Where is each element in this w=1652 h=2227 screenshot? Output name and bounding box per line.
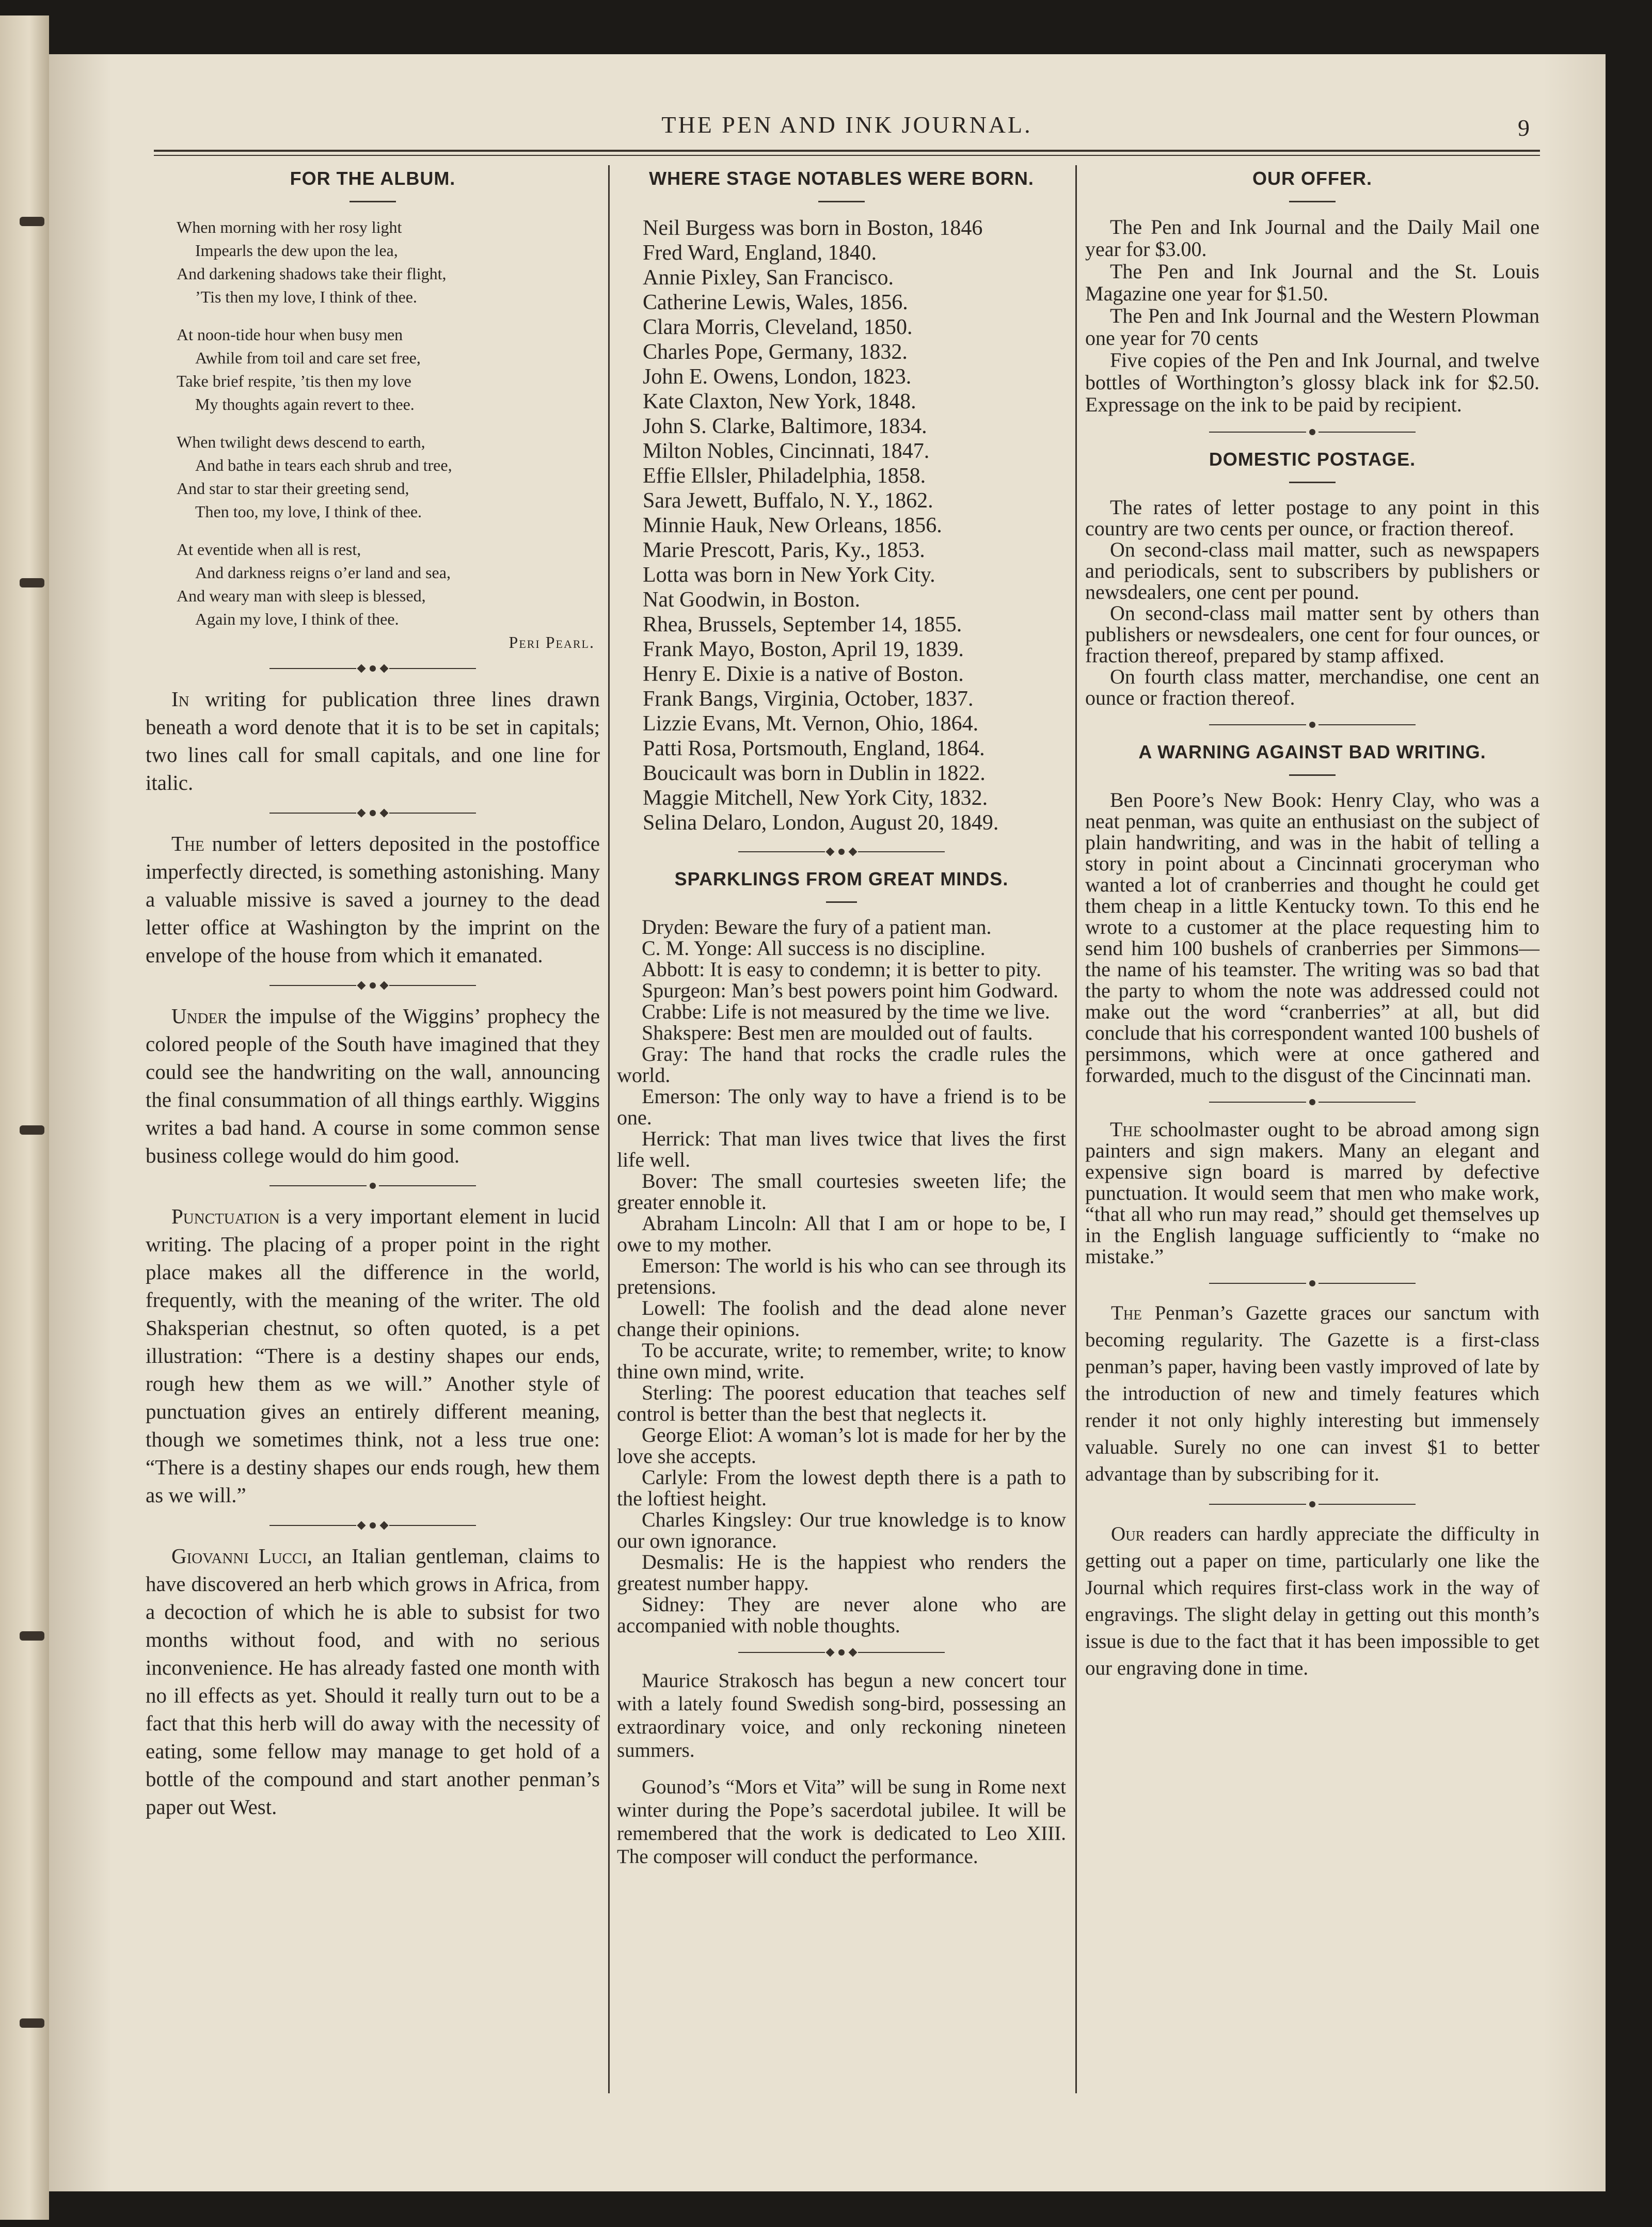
- binding-mark: [20, 578, 44, 587]
- born-list-item: John S. Clarke, Baltimore, 1834.: [643, 415, 927, 438]
- born-list-item: Selina Delaro, London, August 20, 1849.: [643, 811, 999, 835]
- born-list-item: Frank Mayo, Boston, April 19, 1839.: [643, 638, 964, 661]
- ornament-divider: [269, 1183, 476, 1189]
- column-2: [617, 168, 1066, 1868]
- quote-item: Sterling: The poorest education that teaches self control is better than the best that neglects it.: [617, 1381, 1066, 1425]
- header-rule-thin: [154, 155, 1540, 156]
- quote-item: Desmalis: He is the happiest who renders the greatest number happy.: [617, 1550, 1066, 1595]
- gazette-paragraph: The Penman’s Gazette graces our sanctum with becoming regularity. The Gazette is a first-class penman’s paper, having been vastly improved of late by the introduction of new and timely features which render it not only highly interesting but immensely valuable. Surely no one can invest $1 to better advantage than by subscribing for it.: [1085, 1302, 1540, 1485]
- poem-stanza: [177, 538, 600, 631]
- lead-word: Under: [171, 1004, 228, 1028]
- poem-line: When twilight dews descend to earth,: [177, 433, 425, 451]
- born-list-item: Annie Pixley, San Francisco.: [643, 266, 894, 290]
- column-rule: [1075, 165, 1077, 2093]
- column-3: [1085, 168, 1539, 1682]
- born-list-item: Rhea, Brussels, September 14, 1855.: [643, 613, 962, 637]
- quote-item: Gray: The hand that rocks the cradle rules the world.: [617, 1042, 1066, 1087]
- quote-item: Shakspere: Best men are moulded out of faults.: [642, 1021, 1033, 1044]
- ornament-divider: [1209, 1099, 1416, 1105]
- quote-item: Emerson: The world is his who can see through its pretensions.: [617, 1254, 1066, 1298]
- paragraph-postoffice: The number of letters deposited in the postoffice imperfectly directed, is something astonishing. Many a valuable missive is saved a journey to the dead letter office at Washington by the imprint on the envelope of the house from which it emanated.: [146, 832, 600, 967]
- lead-word: Punctuation: [171, 1204, 280, 1228]
- poem-line: And darkening shadows take their flight,: [177, 264, 447, 283]
- quotes-list: [617, 916, 1066, 1636]
- heading-rule: [1289, 774, 1336, 776]
- page-number: 9: [1518, 115, 1530, 141]
- poem-line: And weary man with sleep is blessed,: [177, 586, 426, 605]
- poem-line: ’Tis then my love, I think of thee.: [195, 288, 417, 306]
- lead-word: Giovanni Lucci,: [171, 1544, 313, 1568]
- journal-title: THE PEN AND INK JOURNAL.: [661, 112, 1032, 138]
- paragraph-punctuation: Punctuation is a very important element in lucid writing. The placing of a proper point in the right place makes all the difference in the world, frequently, with the meaning of the writer. The old Shaksperian chestnut, so often quoted, is a pet illustration: “There is a destiny shapes our ends, rough hew them as we will.” Another style of punctuation gives an entirely different meaning, though we sometimes think, not a less true one: “There is a destiny shapes our ends rough, hew them as we will.”: [146, 1204, 600, 1507]
- poem-line: And darkness reigns o’er land and sea,: [195, 563, 451, 582]
- lead-word: The: [1111, 1302, 1142, 1324]
- postage-paragraph: The rates of letter postage to any point in this country are two cents per ounce, or fraction thereof.: [1085, 496, 1539, 540]
- ornament-divider: [269, 1522, 476, 1529]
- facing-page-edge: [0, 15, 49, 2220]
- quote-item: To be accurate, write; to remember, write; to know thine own mind, write.: [617, 1339, 1066, 1383]
- born-list-item: Maggie Mitchell, New York City, 1832.: [643, 786, 988, 810]
- born-list-item: Minnie Hauk, New Orleans, 1856.: [643, 514, 942, 537]
- quote-item: Sidney: They are never alone who are accompanied with noble thoughts.: [617, 1593, 1066, 1637]
- lead-word: The: [171, 832, 204, 855]
- ornament-divider: [1209, 1280, 1416, 1286]
- born-list-item: Milton Nobles, Cincinnati, 1847.: [643, 439, 930, 463]
- born-list-item: Boucicault was born in Dublin in 1822.: [643, 761, 986, 785]
- poem-line: Take brief respite, ’tis then my love: [177, 372, 411, 390]
- born-list-item: Catherine Lewis, Wales, 1856.: [643, 291, 908, 314]
- quote-item: Bover: The small courtesies sweeten life; the greater ennoble it.: [617, 1169, 1066, 1214]
- paragraph-lucci: Giovanni Lucci, an Italian gentleman, claims to have discovered an herb which grows in Africa, from a decoction of which he is able to subsist for two months without food, and with no serious inconvenience. He has already fasted one month with no ill effects as yet. Should it really turn out to be a fact that this herb will do away with the necessity of eating, some fellow may manage to get hold of a bottle of the compound and start another penman’s paper out West.: [146, 1544, 600, 1819]
- quote-item: Herrick: That man lives twice that lives the first life well.: [617, 1127, 1066, 1171]
- poem-line: My thoughts again revert to thee.: [195, 395, 415, 413]
- header-rule: [154, 150, 1540, 152]
- poem-line: Impearls the dew upon the lea,: [195, 241, 398, 260]
- quote-item: Spurgeon: Man’s best powers point him Godward.: [642, 979, 1058, 1002]
- poem-line: Again my love, I think of thee.: [195, 610, 399, 628]
- ornament-divider: [1209, 429, 1416, 435]
- heading-rule: [1289, 482, 1336, 483]
- lead-word: In: [171, 687, 189, 711]
- ornament-divider: [1209, 722, 1416, 728]
- poem-line: Then too, my love, I think of thee.: [195, 502, 422, 521]
- binding-mark: [20, 1631, 44, 1641]
- postage-heading: DOMESTIC POSTAGE.: [1209, 449, 1416, 470]
- postage-paragraph: On second-class mail matter, such as newspapers and periodicals, sent to subscribers by publishers or newsdealers, one cent per pound.: [1085, 538, 1539, 603]
- born-list-item: Nat Goodwin, in Boston.: [643, 588, 861, 612]
- born-list: [617, 216, 1066, 835]
- binding-mark: [20, 2018, 44, 2028]
- ornament-divider: [269, 810, 476, 816]
- born-list-item: Clara Morris, Cleveland, 1850.: [643, 315, 913, 339]
- ornament-divider: [269, 665, 476, 672]
- poem-stanza: [177, 431, 600, 523]
- offer-heading: OUR OFFER.: [1252, 168, 1372, 189]
- schoolmaster-paragraph: The schoolmaster ought to be abroad among sign painters and sign makers. Many an elegant and expensive sign board is marred by defective punctuation. It would seem that men who make work, “that all who run may read,” should get themselves up in the English language sufficiently to “make no mistake.”: [1085, 1118, 1539, 1268]
- column-rule: [608, 165, 610, 2093]
- offer-item: The Pen and Ink Journal and the Western Plowman one year for 70 cents: [1085, 304, 1539, 349]
- poem-line: And bathe in tears each shrub and tree,: [195, 456, 452, 474]
- album-heading: FOR THE ALBUM.: [290, 168, 456, 189]
- born-list-item: Sara Jewett, Buffalo, N. Y., 1862.: [643, 489, 933, 513]
- lead-word: Our: [1111, 1523, 1145, 1545]
- poem-line: At noon-tide hour when busy men: [177, 325, 403, 344]
- page-header: [154, 111, 1540, 147]
- readers-paragraph: Our readers can hardly appreciate the difficulty in getting out a paper on time, particularly one like the Journal which requires first-class work in the way of engravings. The slight delay in getting out this month’s issue is due to the fact that it has been impossible to get our engraving done in time.: [1085, 1523, 1539, 1679]
- born-list-item: Patti Rosa, Portsmouth, England, 1864.: [643, 737, 985, 760]
- ornament-divider: [738, 849, 945, 855]
- born-heading: WHERE STAGE NOTABLES WERE BORN.: [649, 168, 1034, 189]
- heading-rule: [826, 901, 857, 903]
- poem-line: At eventide when all is rest,: [177, 540, 361, 559]
- quote-item: Emerson: The only way to have a friend is to be one.: [617, 1085, 1066, 1129]
- quote-item: Crabbe: Life is not measured by the time we live.: [642, 1000, 1050, 1023]
- offer-item: The Pen and Ink Journal and the St. Louis Magazine one year for $1.50.: [1085, 260, 1539, 305]
- offer-item: Five copies of the Pen and Ink Journal, and twelve bottles of Worthington’s glossy black ink for $2.50. Expressage on the ink to be paid by recipient.: [1085, 348, 1539, 416]
- quote-item: Dryden: Beware the fury of a patient man.: [642, 915, 992, 938]
- offer-item: The Pen and Ink Journal and the Daily Mail one year for $3.00.: [1085, 215, 1539, 261]
- paragraph-wiggins: Under the impulse of the Wiggins’ prophecy the colored people of the South have imagined that they could see the handwriting on the wall, announcing the final consummation of all things earthly. Wiggins writes a bad hand. A course in some common sense business college would do him good.: [146, 1004, 600, 1167]
- lead-word: The: [1110, 1118, 1142, 1141]
- warning-paragraph: Ben Poore’s New Book: Henry Clay, who was a neat penman, was quite an enthusiast on the subject of plain handwriting, and was in the habit of telling a story in point about a Cincinnati groceryman who wanted a lot of cranberries and thought he could get them cheap in a little Kentucky town. To this end he wrote to a customer at the place requesting him to send him 100 bushels of cranberries per Simmons—the name of his teamster. The writing was so bad that the party to whom the note was addressed could not make out the word “cranberries” at all, but did conclude that his correspondent wanted 100 bushels of persimmons, which were at once gathered and forwarded, much to the disgust of the Cincinnati man.: [1085, 788, 1539, 1087]
- paragraph-strakosch: Maurice Strakosch has begun a new concert tour with a lately found Swedish song-bird, possessing an extraordinary voice, and only reckoning nineteen summers.: [617, 1669, 1066, 1761]
- born-list-item: Neil Burgess was born in Boston, 1846: [643, 216, 983, 240]
- quote-item: Lowell: The foolish and the dead alone never change their opinions.: [617, 1296, 1066, 1341]
- paragraph-publication: In writing for publication three lines drawn beneath a word denote that it is to be set in capitals; two lines call for small capitals, and one line for italic.: [146, 687, 600, 794]
- ornament-divider: [269, 982, 476, 989]
- quote-item: Abraham Lincoln: All that I am or hope to be, I owe to my mother.: [617, 1212, 1066, 1256]
- born-list-item: Kate Claxton, New York, 1848.: [643, 390, 916, 413]
- quote-item: Abbott: It is easy to condemn; it is better to pity.: [642, 958, 1041, 981]
- binding-mark: [20, 1125, 44, 1135]
- heading-rule: [1289, 201, 1336, 202]
- heading-rule: [350, 201, 396, 202]
- paragraph-gounod: Gounod’s “Mors et Vita” will be sung in Rome next winter during the Pope’s sacerdotal jubilee. It will be remembered that the work is dedicated to Leo XIII. The composer will conduct the performance.: [617, 1776, 1066, 1868]
- born-list-item: Fred Ward, England, 1840.: [643, 241, 877, 265]
- poem-stanza: [177, 216, 600, 309]
- ornament-divider: [1209, 1501, 1416, 1507]
- quote-item: Carlyle: From the lowest depth there is a path to the loftiest height.: [617, 1466, 1066, 1510]
- born-list-item: Lotta was born in New York City.: [643, 563, 935, 587]
- born-list-item: Effie Ellsler, Philadelphia, 1858.: [643, 464, 926, 488]
- sparklings-heading: SPARKLINGS FROM GREAT MINDS.: [674, 868, 1009, 889]
- ornament-divider: [738, 1649, 945, 1656]
- born-list-item: Lizzie Evans, Mt. Vernon, Ohio, 1864.: [643, 712, 979, 736]
- born-list-item: Marie Prescott, Paris, Ky., 1853.: [643, 538, 925, 562]
- heading-rule: [818, 201, 865, 202]
- poem-line: When morning with her rosy light: [177, 218, 402, 236]
- quote-item: George Eliot: A woman’s lot is made for her by the love she accepts.: [617, 1423, 1066, 1468]
- born-list-item: Henry E. Dixie is a native of Boston.: [643, 662, 964, 686]
- postage-paragraph: On second-class mail matter sent by others than publishers or newsdealers, one cent for four ounces, or fraction thereof, prepared by stamp affixed.: [1085, 601, 1539, 667]
- binding-mark: [20, 217, 44, 226]
- poem-line: Awhile from toil and care set free,: [195, 348, 421, 367]
- poem-signature: Peri Pearl.: [509, 633, 595, 651]
- quote-item: Charles Kingsley: Our true knowledge is to know our own ignorance.: [617, 1508, 1066, 1552]
- poem-stanza: [177, 323, 600, 416]
- born-list-item: Frank Bangs, Virginia, October, 1837.: [643, 687, 974, 711]
- poem-line: And star to star their greeting send,: [177, 479, 409, 498]
- column-1: [146, 168, 600, 1821]
- warning-heading: A WARNING AGAINST BAD WRITING.: [1138, 741, 1486, 762]
- born-list-item: Charles Pope, Germany, 1832.: [643, 340, 908, 364]
- postage-paragraph: On fourth class matter, merchandise, one cent an ounce or fraction thereof.: [1085, 665, 1539, 709]
- born-list-item: John E. Owens, London, 1823.: [643, 365, 912, 389]
- quote-item: C. M. Yonge: All success is no discipline.: [642, 936, 986, 960]
